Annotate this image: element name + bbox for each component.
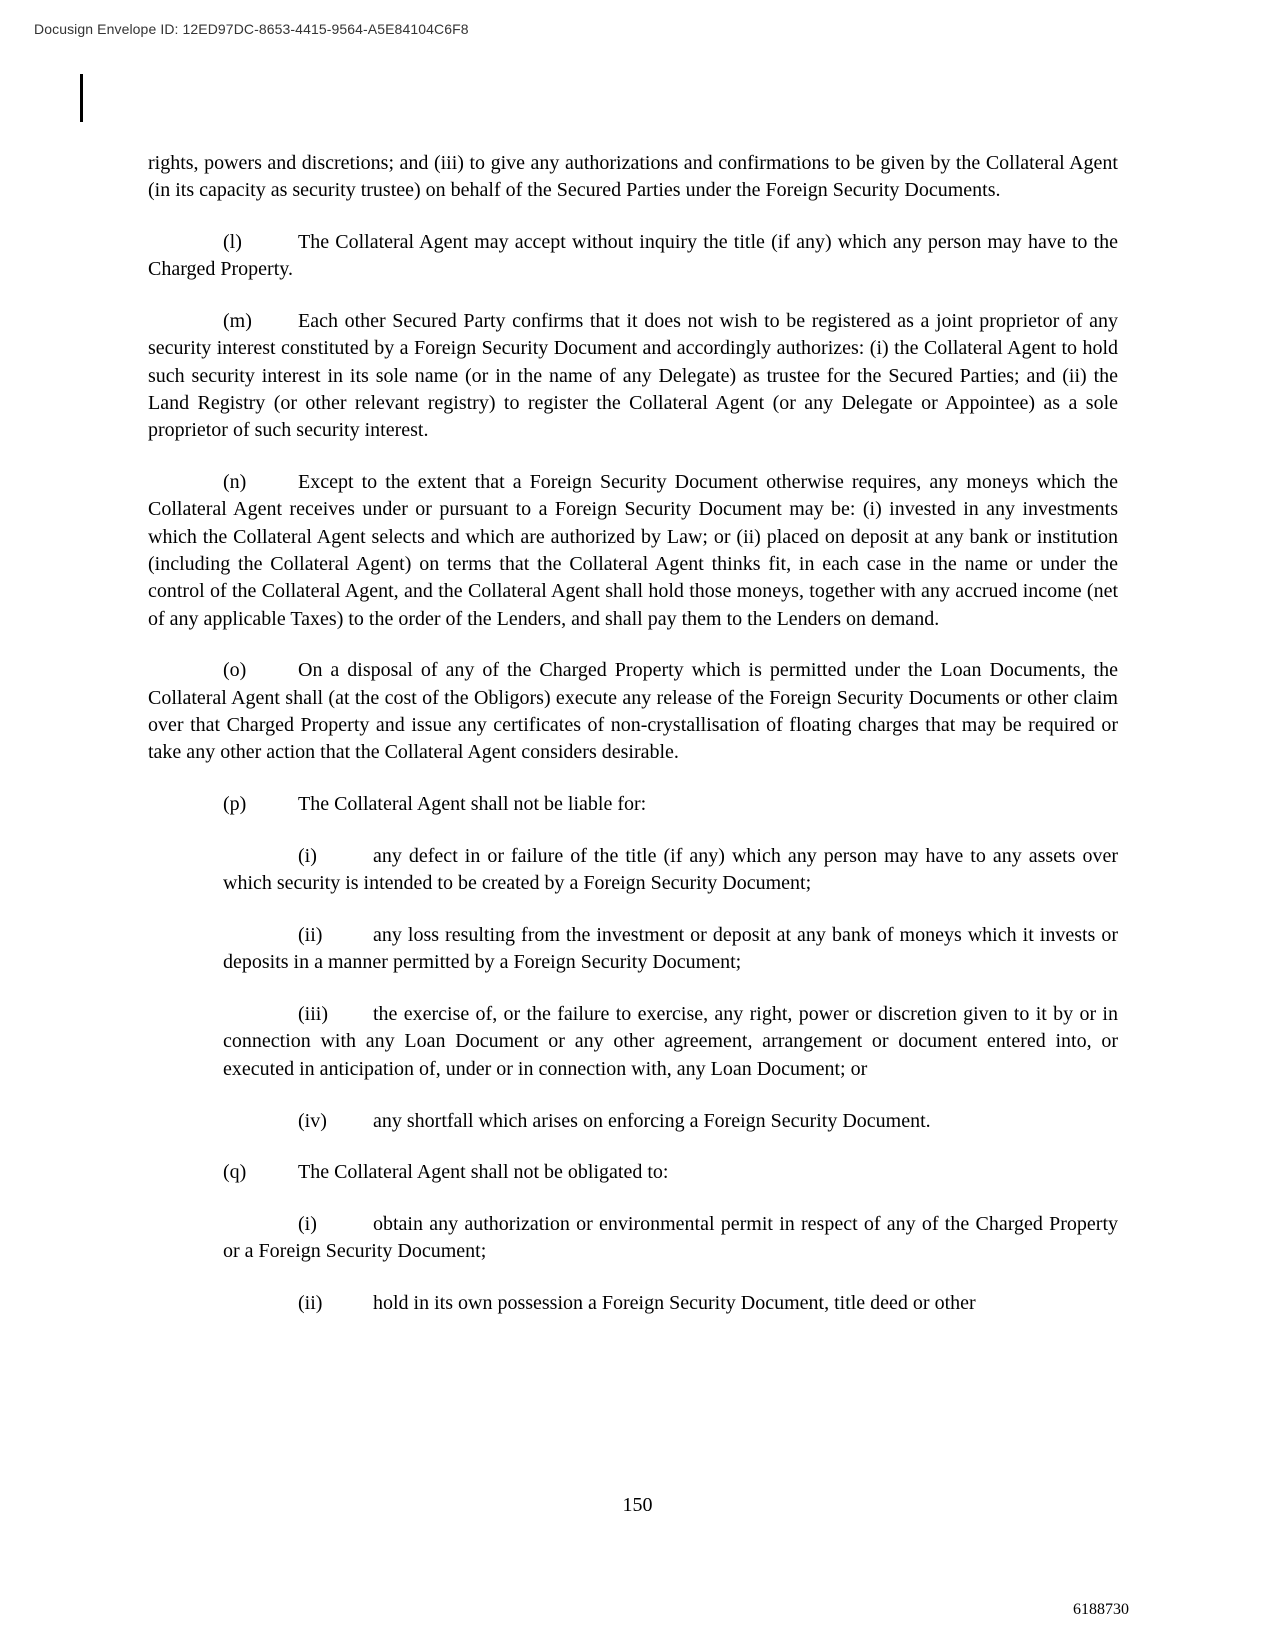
paragraph-p: (p) The Collateral Agent shall not be liable for: <box>223 791 1118 818</box>
paragraph-q: (q) The Collateral Agent shall not be obligated to: <box>223 1159 1118 1186</box>
paragraph-n: (n) Except to the extent that a Foreign Security Document otherwise requires, any moneys which the Collateral Agent receives under or pursuant to a Foreign Security Document may be: (i) invested in any investments which the Collateral Agent selects and which are authorized by Law; or (ii) placed on deposit at any bank or institution (including the Collateral Agent) on terms that the Collateral Agent thinks fit, in each case in the name or under the control of the Collateral Agent, and the Collateral Agent shall hold those moneys, together with any accrued income (net of any applicable Taxes) to the order of the Lenders, and shall pay them to the Lenders on demand. <box>148 471 1118 630</box>
subparagraph-q-ii: (ii) hold in its own possession a Foreign Security Document, title deed or other <box>223 1290 1118 1317</box>
subparagraph-p-iv: (iv) any shortfall which arises on enforcing a Foreign Security Document. <box>223 1108 1118 1135</box>
document-number: 6188730 <box>1073 1601 1129 1618</box>
paragraph-label: (i) <box>298 844 317 867</box>
paragraph-label: (o) <box>223 659 247 682</box>
paragraph-label: (q) <box>223 1161 247 1184</box>
paragraph-label: (i) <box>298 1213 317 1236</box>
subparagraph-p-i: (i) any defect in or failure of the title (if any) which any person may have to any assets over which security is intended to be created by a Foreign Security Document; <box>223 844 1118 895</box>
paragraph-m: (m) Each other Secured Party confirms that it does not wish to be registered as a joint proprietor of any security interest constituted by a Foreign Security Document and accordingly authorizes: (i) the Collateral Agent to hold such security interest in its sole name (or in the name of any Delegate) as trustee for the Secured Parties; and (ii) the Land Registry (or other relevant registry) to register the Collateral Agent (or any Delegate or Appointee) as a sole proprietor of such security interest. <box>148 310 1118 442</box>
subparagraph-q-i: (i) obtain any authorization or environmental permit in respect of any of the Charged Property or a Foreign Security Document; <box>223 1213 1118 1263</box>
paragraph-label: (ii) <box>298 1292 323 1315</box>
paragraph-continuation: rights, powers and discretions; and (iii) to give any authorizations and confirmations to be given by the Collateral Agent (in its capacity as security trustee) on behalf of the Secured Parties under the Foreign Security Documents. <box>148 152 1118 202</box>
paragraph-label: (l) <box>223 231 242 254</box>
paragraph-l: (l) The Collateral Agent may accept without inquiry the title (if any) which any person may have to the Charged Property. <box>148 231 1118 281</box>
revision-bar <box>80 74 83 122</box>
subparagraph-p-ii: (ii) any loss resulting from the investment or deposit at any bank of moneys which it invests or deposits in a manner permitted by a Foreign Security Document; <box>223 924 1118 974</box>
paragraph-label: (p) <box>223 793 247 816</box>
subparagraph-p-iii: (iii) the exercise of, or the failure to exercise, any right, power or discretion given to it by or in connection with any Loan Document or any other agreement, arrangement or document entered into, or executed in anticipation of, under or in connection with, any Loan Document; or <box>223 1003 1118 1080</box>
paragraph-label: (iv) <box>298 1109 327 1132</box>
paragraph-o: (o) On a disposal of any of the Charged Property which is permitted under the Loan Documents, the Collateral Agent shall (at the cost of the Obligors) execute any release of the Foreign Security Documents or other claim over that Charged Property and issue any certificates of non-crystallisation of floating charges that may be required or take any other action that the Collateral Agent considers desirable. <box>148 659 1118 764</box>
envelope-id-header: Docusign Envelope ID: 12ED97DC-8653-4415-9564-A5E84104C6F8 <box>34 21 469 37</box>
document-body <box>148 150 1118 1342</box>
page-number: 150 <box>622 1494 653 1516</box>
paragraph-label: (m) <box>223 310 252 333</box>
paragraph-label: (iii) <box>298 1003 328 1026</box>
paragraph-label: (n) <box>223 471 247 494</box>
paragraph-label: (ii) <box>298 924 323 947</box>
